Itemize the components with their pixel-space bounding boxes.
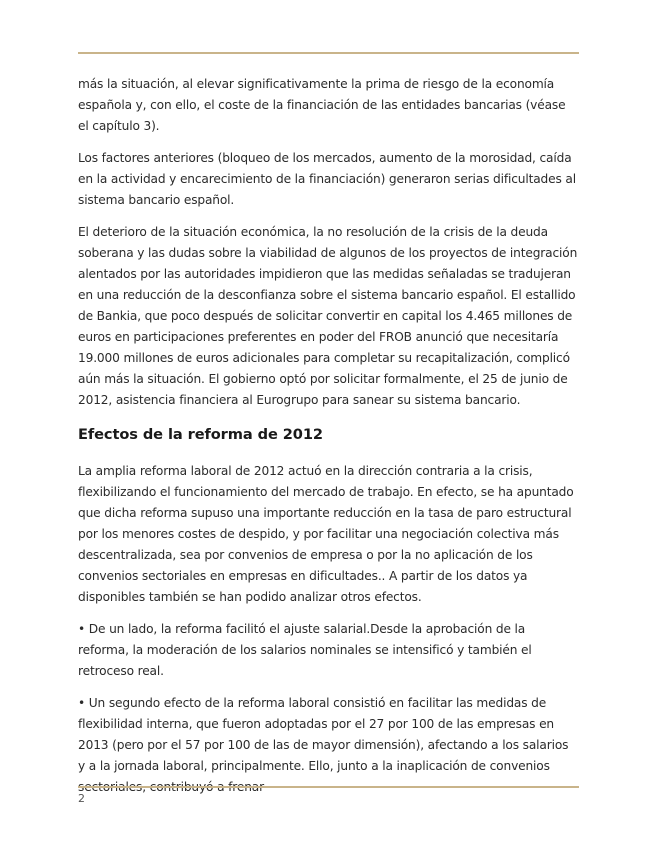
paragraph: Los factores anteriores (bloqueo de los mercados, aumento de la morosidad, caída en la actividad y encarecimiento de la financiación) generaron serias dificultades al sistema bancario español.	[78, 151, 576, 207]
section-heading: Efectos de la reforma de 2012	[78, 426, 323, 443]
paragraph: El deterioro de la situación económica, la no resolución de la crisis de la deuda soberana y las dudas sobre la viabilidad de algunos de los proyectos de integración alentados por las autoridades impidieron que las medidas señaladas se tradujeran en una reducción de la desconfianza sobre el sistema bancario español. El estallido de Bankia, que poco después de solicitar convertir en capital los 4.465 millones de euros en participaciones preferentes en poder del FROB anunció que necesitaría 19.000 millones de euros adicionales para completar su recapitalización, complicó aún más la situación. El gobierno optó por solicitar formalmente, el 25 de junio de 2012, asistencia financiera al Eurogrupo para sanear su sistema bancario.	[78, 225, 578, 407]
bottom-rule	[78, 786, 579, 788]
page-number: 2	[78, 792, 85, 805]
page-content	[78, 74, 578, 809]
bullet-paragraph: • De un lado, la reforma facilitó el ajuste salarial.Desde la aprobación de la reforma, la moderación de los salarios nominales se intensificó y también el retroceso real.	[78, 622, 532, 678]
top-rule	[78, 52, 579, 54]
bullet-paragraph: • Un segundo efecto de la reforma laboral consistió en facilitar las medidas de flexibilidad interna, que fueron adoptadas por el 27 por 100 de las empresas en 2013 (pero por el 57 por 100 de las de mayor dimensión), afectando a los salarios y a la jornada laboral, principalmente. Ello, junto a la inaplicación de convenios	[78, 696, 569, 773]
paragraph: más la situación, al elevar significativamente la prima de riesgo de la economía española y, con ello, el coste de la financiación de las entidades bancarias (véase el capítulo 3).	[78, 77, 566, 133]
paragraph: La amplia reforma laboral de 2012 actuó en la dirección contraria a la crisis, flexibilizando el funcionamiento del mercado de trabajo. En efecto, se ha apuntado que dicha reforma supuso una importante reducción en la tasa de paro estructural por los menores costes de despido, y por facilitar una negociación colectiva más descentralizada, sea por convenios de empresa o por la no aplicación de los convenios sectoriales en empresas en dificultades.. A partir de los datos ya disponibles también se han podido analizar otros efectos.	[78, 464, 574, 604]
